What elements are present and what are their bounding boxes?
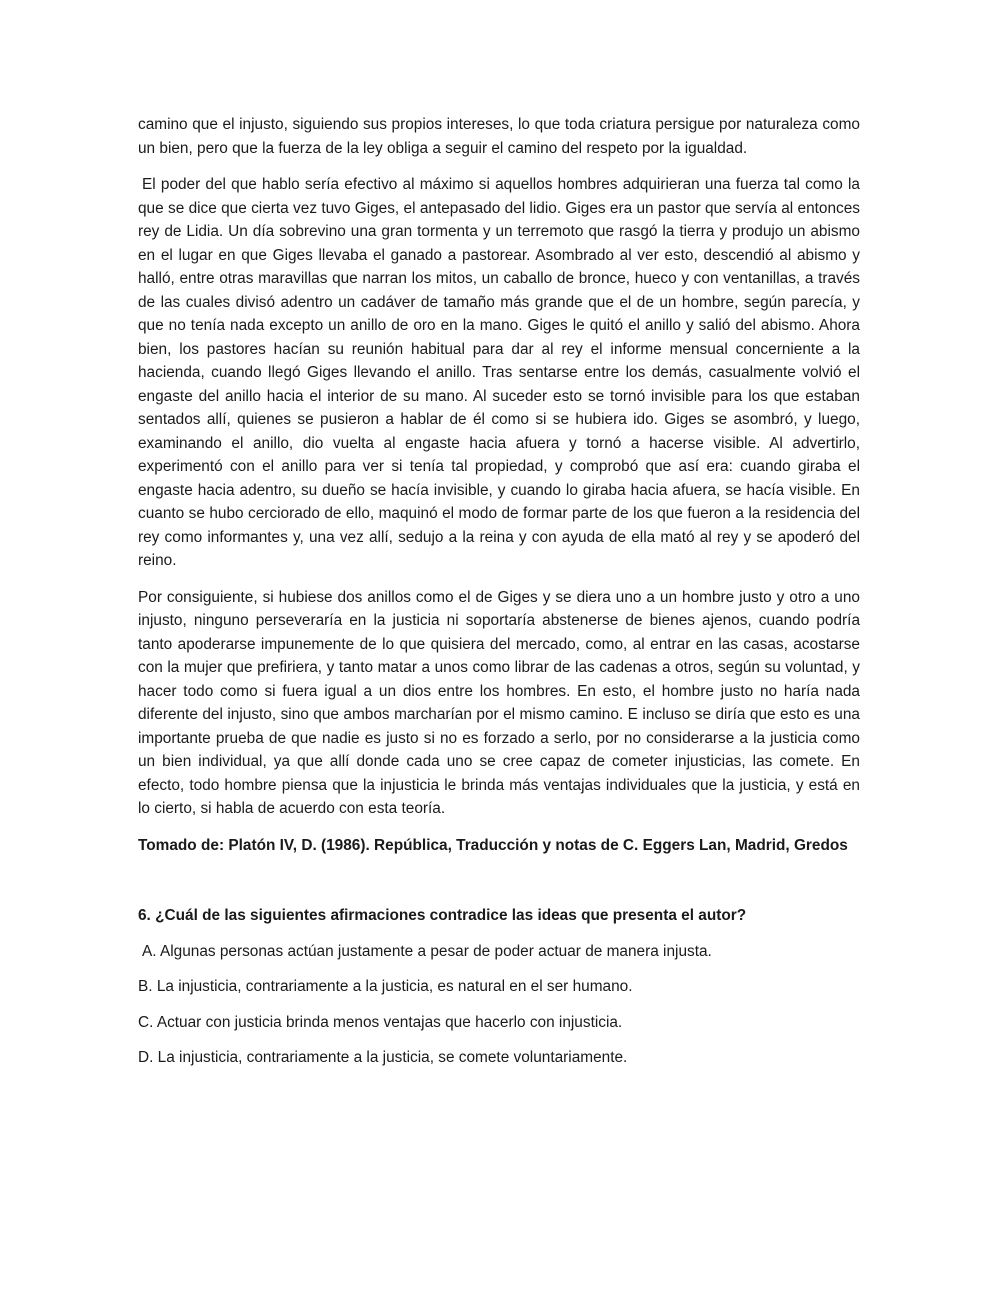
option-c: C. Actuar con justicia brinda menos ventajas que hacerlo con injusticia. (138, 1013, 623, 1031)
paragraph-1: camino que el injusto, siguiendo sus propios intereses, lo que toda criatura persigue por naturaleza como un bien, pero que la fuerza de la ley obliga a seguir el camino del respeto por la igualdad. (138, 116, 860, 157)
option-b: B. La injusticia, contrariamente a la justicia, es natural en el ser humano. (138, 978, 633, 995)
question-6: 6. ¿Cuál de las siguientes afirmaciones contradice las ideas que presenta el autor? (138, 907, 747, 924)
document-page (138, 113, 860, 1070)
option-a: A. Algunas personas actúan justamente a pesar de poder actuar de manera injusta. (142, 942, 712, 960)
paragraph-3: Por consiguiente, si hubiese dos anillos como el de Giges y se diera uno a un hombre justo y otro a uno injusto, ninguno perseveraría en la justicia ni soportaría abstenerse de bienes ajenos, cuando podría tanto apoderarse impunemente de lo que quisiera del mercado, como, al entrar en las casas, acostarse con la mujer que prefiriera, y tanto matar a unos como librar de las cadenas a otros, según su voluntad, y hacer todo como si fuera igual a un dios entre los hombres. En esto, el hombre justo no haría nada diferente del injusto, sino que ambos marcharían por el mismo camino. E incluso se diría que esto es una importante prueba de que nadie es justo si no es forzado a serlo, por no considerarse a la justicia como un bien individual, ya que allí donde cada uno se cree capaz de cometer injusticias, las comete. En efecto, todo hombre piensa que la injusticia le brinda más ventajas individuales que la justicia, y está en lo cierto, si habla de acuerdo con esta teoría. (138, 588, 860, 817)
paragraph-2: El poder del que hablo sería efectivo al máximo si aquellos hombres adquirieran una fuerza tal como la que se dice que cierta vez tuvo Giges, el antepasado del lidio. Giges era un pastor que servía al entonces rey de Lidia. Un día sobrevino una gran tormenta y un terremoto que rasgó la tierra y produjo un abismo en el lugar en que Giges llevaba el ganado a pastorear. Asombrado al ver esto, descendió al abismo y halló, entre otras maravillas que narran los mitos, un caballo de bronce, hueco y con ventanillas, a través de las cuales divisó adentro un cadáver de tamaño más grande que el de un hombre, según parecía, y que no tenía nada excepto un anillo de oro en la mano. Giges le quitó el anillo y salió del abismo. Ahora bien, los pastores hacían su reunión habitual para dar al rey el informe mensual concerniente a la hacienda, cuando llegó Giges llevando el anillo. Tras sentarse entre los demás, casualmente volvió el engaste del anillo hacia el interior de su mano. Al suceder esto se tornó invisible para los que estaban sentados allí, quienes se pusieron a hablar de él como si se hubiera ido. Giges se asombró, y luego, examinando el anillo, dio vuelta al engaste hacia afuera y tornó a hacerse visible. Al advertirlo, experimentó con el anillo para ver si tenía tal propiedad, y comprobó que así era: cuando giraba el engaste hacia adentro, su dueño se hacía invisible, y cuando lo giraba hacia afuera, se hacía visible. En cuanto se hubo cerciorado de ello, maquinó el modo de formar parte de los que fueron a la residencia del rey como informantes y, una vez allí, sedujo a la reina y con ayuda de ella mató al rey y se apoderó del reino. (138, 176, 860, 569)
source-citation: Tomado de: Platón IV, D. (1986). República, Traducción y notas de C. Eggers Lan, Madrid, Gredos (138, 836, 848, 854)
option-d: D. La injusticia, contrariamente a la justicia, se comete voluntariamente. (138, 1049, 628, 1066)
